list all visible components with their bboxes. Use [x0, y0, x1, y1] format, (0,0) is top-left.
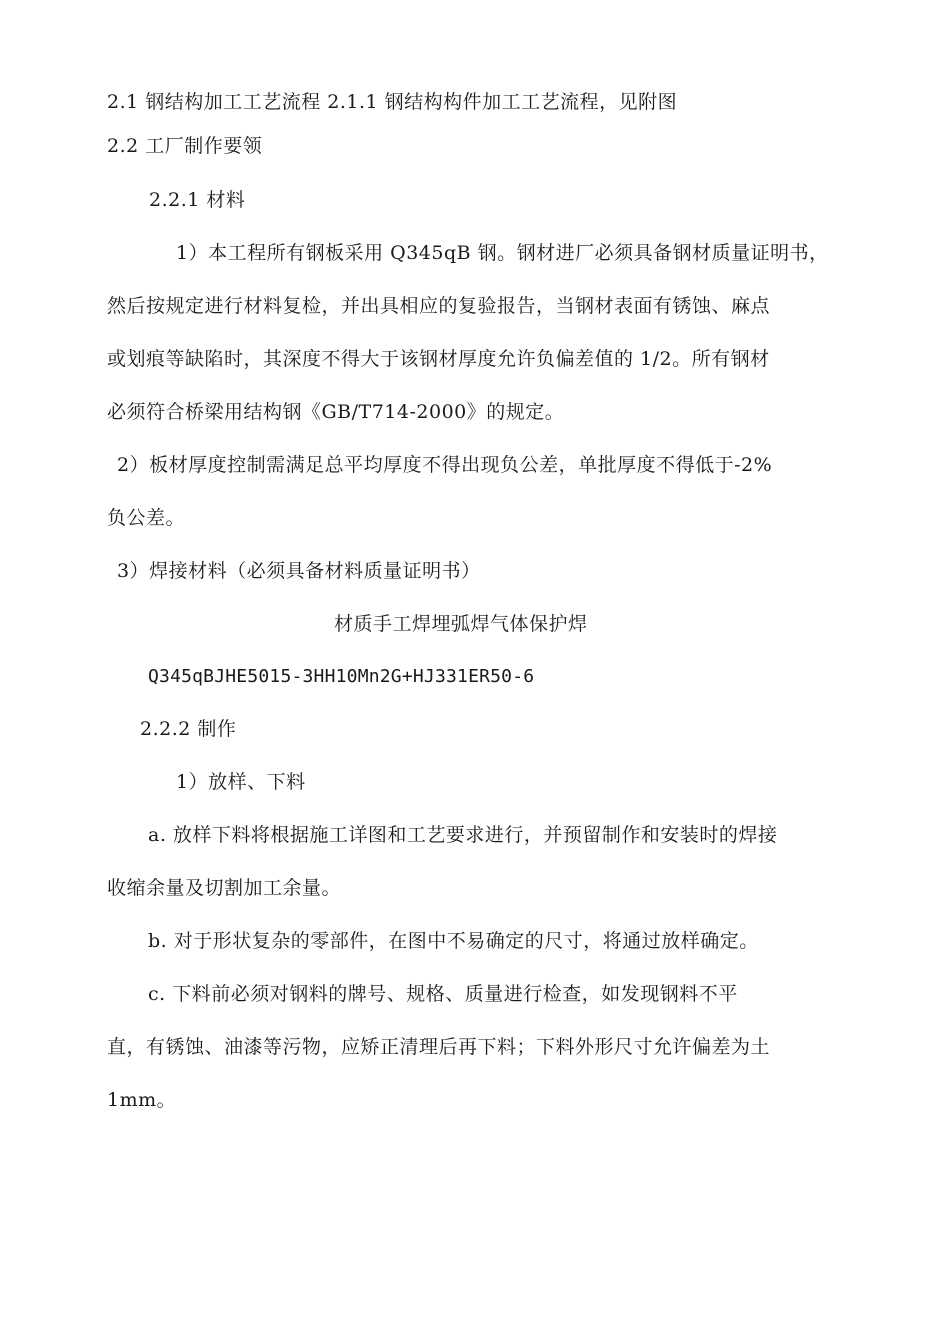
- paragraph-1-line-2: 然后按规定进行材料复检，并出具相应的复验报告，当钢材表面有锈蚀、麻点: [107, 295, 771, 317]
- paragraph-1-line-4: 必须符合桥梁用结构钢《GB/T714-2000》的规定。: [107, 401, 565, 423]
- paragraph-1-line-1: 1）本工程所有钢板采用 Q345qB 钢。钢材进厂必须具备钢材质量证明书，: [176, 242, 829, 264]
- item-c-line-1: c. 下料前必须对钢料的牌号、规格、质量进行检查，如发现钢料不平: [148, 983, 738, 1005]
- heading-2-1: 2.1 钢结构加工工艺流程 2.1.1 钢结构构件加工工艺流程，见附图: [107, 91, 678, 113]
- subheading-layout-cutting: 1）放样、下料: [176, 771, 306, 793]
- paragraph-3-line-1: 3）焊接材料（必须具备材料质量证明书）: [117, 560, 481, 582]
- heading-2-2-1: 2.2.1 材料: [149, 189, 246, 211]
- item-a-line-1: a. 放样下料将根据施工详图和工艺要求进行，并预留制作和安装时的焊接: [148, 824, 778, 846]
- paragraph-1-line-3: 或划痕等缺陷时，其深度不得大于该钢材厚度允许负偏差值的 1/2。所有钢材: [107, 348, 770, 370]
- paragraph-2-line-1: 2）板材厚度控制需满足总平均厚度不得出现负公差，单批厚度不得低于-2%: [117, 454, 773, 476]
- heading-2-2: 2.2 工厂制作要领: [107, 135, 263, 157]
- material-table-header: 材质手工焊埋弧焊气体保护焊: [334, 613, 588, 635]
- material-table-row: Q345qBJHE5015-3HH10Mn2G+HJ331ER50-6: [148, 666, 535, 687]
- item-b-line-1: b. 对于形状复杂的零部件，在图中不易确定的尺寸，将通过放样确定。: [148, 930, 759, 952]
- paragraph-2-line-2: 负公差。: [107, 507, 186, 529]
- item-a-line-2: 收缩余量及切割加工余量。: [107, 877, 342, 899]
- item-c-line-3: 1mm。: [107, 1089, 177, 1111]
- heading-2-2-2: 2.2.2 制作: [140, 718, 237, 740]
- item-c-line-2: 直，有锈蚀、油漆等污物，应矫正清理后再下料；下料外形尺寸允许偏差为土: [107, 1036, 771, 1058]
